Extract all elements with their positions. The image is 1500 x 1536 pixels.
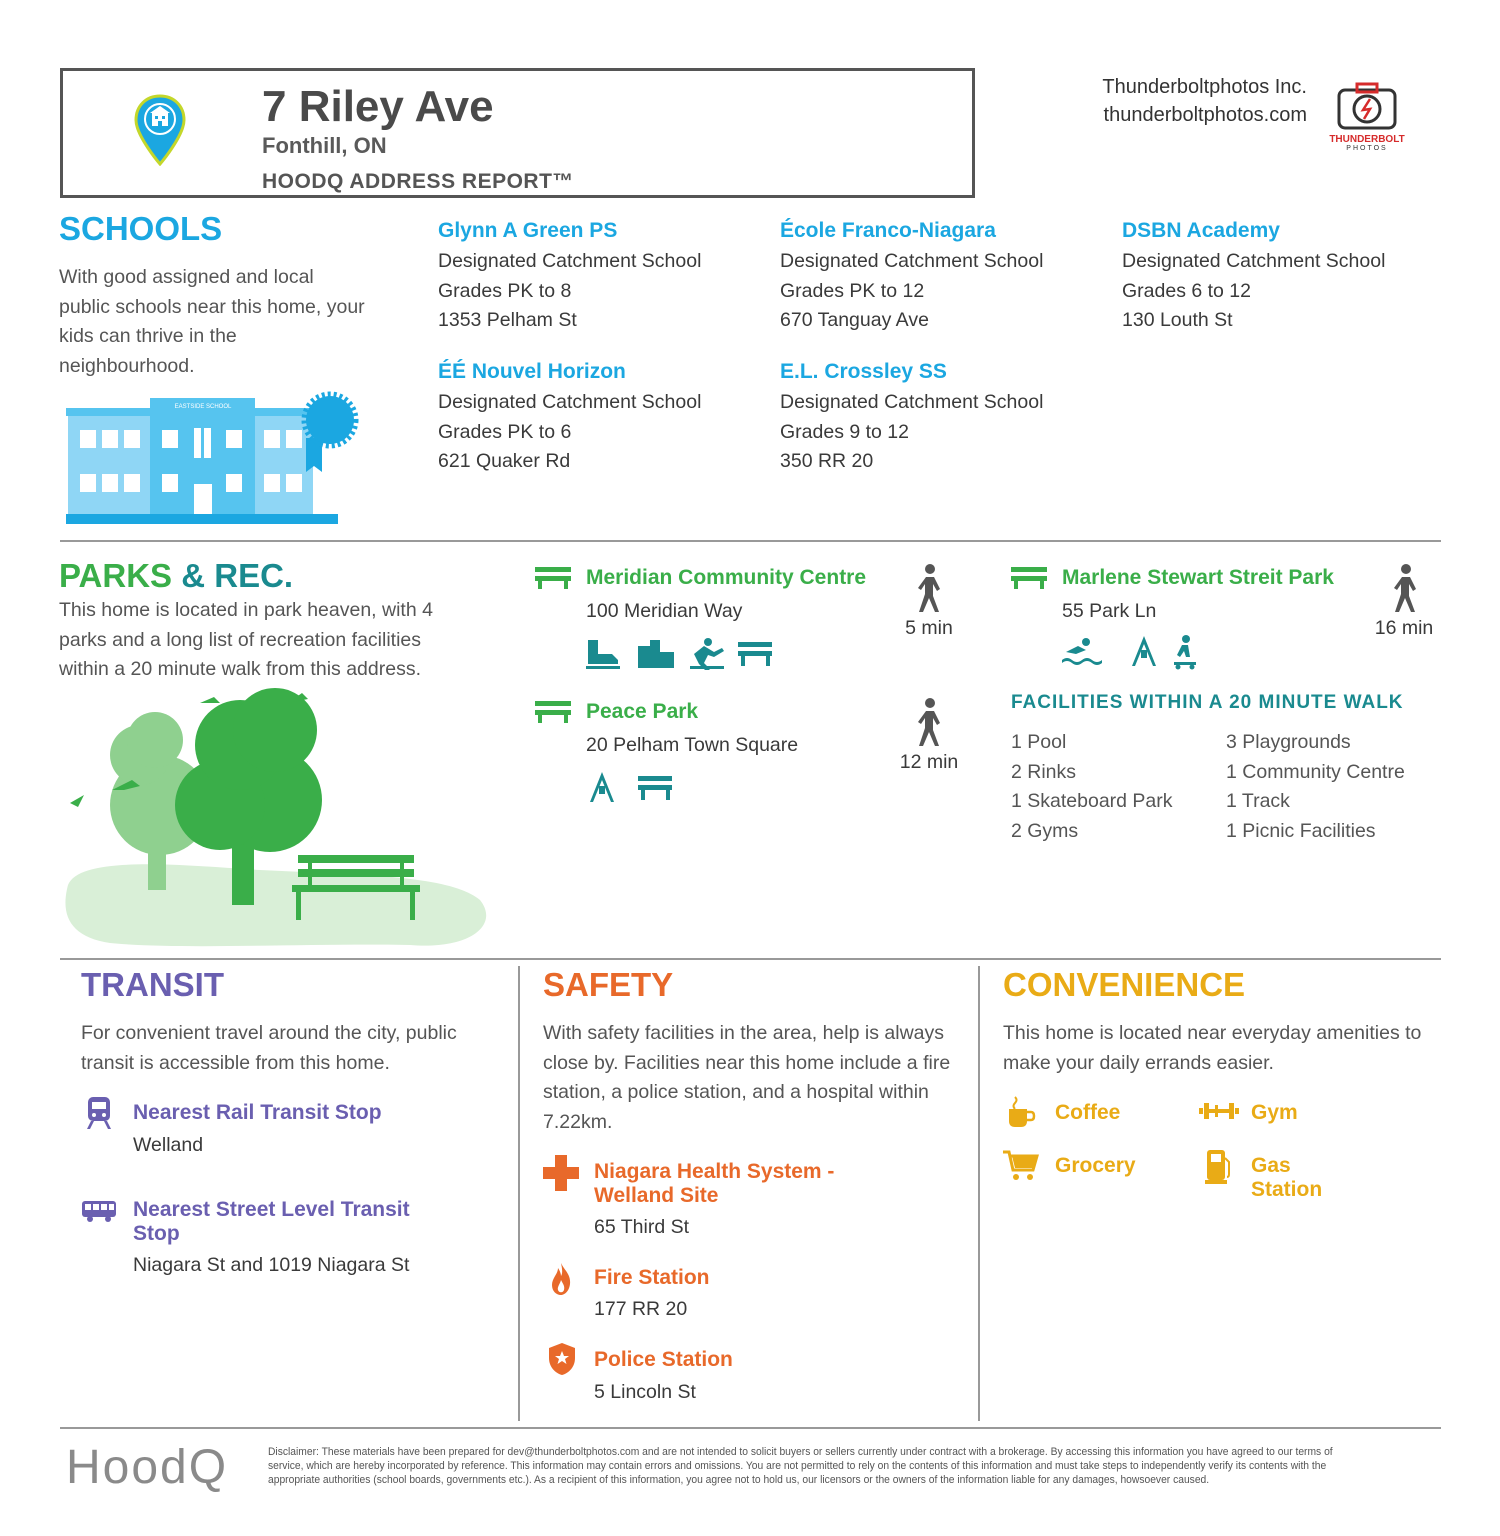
column-divider	[978, 966, 980, 1421]
school-address: 350 RR 20	[780, 450, 874, 472]
camera-logo-icon	[1337, 82, 1397, 130]
park-name[interactable]: Peace Park	[586, 700, 699, 723]
park-facility-icons	[586, 636, 776, 670]
park-address: 20 Pelham Town Square	[586, 734, 799, 756]
facility-item: 3 Playgrounds	[1226, 731, 1351, 753]
location-pin-icon	[134, 94, 186, 166]
school-grades: Grades 9 to 12	[780, 420, 909, 443]
school-address: 670 Tanguay Ave	[780, 309, 929, 331]
school-grades: Grades 6 to 12	[1122, 279, 1251, 302]
school-item[interactable]	[780, 360, 1100, 477]
facilities-title: FACILITIES WITHIN A 20 MINUTE WALK	[1011, 692, 1404, 713]
park-name[interactable]: Meridian Community Centre	[586, 566, 867, 589]
school-type: Designated Catchment School	[438, 250, 702, 272]
facility-item: 1 Track	[1226, 790, 1290, 812]
parks-title-b: & REC.	[181, 557, 294, 594]
bench-icon	[638, 776, 672, 781]
school-grades: Grades PK to 6	[438, 420, 572, 443]
street-transit-value: Niagara St and 1019 Niagara St	[133, 1254, 410, 1276]
school-name[interactable]: Glynn A Green PS	[438, 219, 618, 242]
disclaimer: Disclaimer: These materials have been prepared for dev@thunderboltphotos.com and are not intended to solicit buyers or sellers currently under contract with a brokerage. By accessing this information you have agreed to our terms of service, which are hereby incorporated by reference. This information may contain errors and omissions. You are not permitted to rely on the contents of this information and must take steps to independently verify its contents with the appropriate authorities (school boards, governments etc.). As a recipient of this information, you agree not to hold us, our licensors or the owners of the information liable for any damages, howsoever caused.	[268, 1446, 1333, 1486]
coffee-icon	[1006, 1095, 1036, 1129]
convenience-description: This home is located near everyday amenities to make your daily errands easier.	[1003, 1022, 1422, 1074]
rail-transit-label[interactable]: Nearest Rail Transit Stop	[133, 1101, 382, 1124]
gas-station-label[interactable]	[1251, 1154, 1322, 1202]
walk-time: 5 min	[905, 617, 953, 639]
facility-item: 2 Gyms	[1011, 819, 1079, 842]
brand-url[interactable]: thunderboltphotos.com	[1103, 104, 1307, 126]
grocery-label[interactable]: Grocery	[1055, 1154, 1136, 1177]
park-facility-icons	[1062, 634, 1202, 670]
school-building-illustration	[66, 388, 361, 528]
bus-icon	[82, 1199, 118, 1223]
school-item[interactable]	[780, 219, 1100, 336]
facilities-col-1	[1011, 728, 1173, 846]
schools-description: With good assigned and local public schools near this home, your kids can thrive in the neighbourhood.	[59, 266, 365, 377]
skate-icon	[588, 640, 618, 664]
park-name[interactable]: Marlene Stewart Streit Park	[1062, 566, 1334, 589]
brand-logo-subtext: PHOTOS	[1346, 145, 1388, 152]
school-item[interactable]	[438, 360, 758, 477]
school-grades: Grades PK to 12	[780, 279, 925, 302]
facility-item: 1 Pool	[1011, 731, 1067, 753]
convenience-title: CONVENIENCE	[1003, 966, 1246, 1003]
safety-title: SAFETY	[543, 966, 674, 1003]
fire-icon	[550, 1262, 572, 1296]
address-city: Fonthill, ON	[262, 133, 387, 158]
park-address: 100 Meridian Way	[586, 600, 743, 622]
hospital-name-line-1: Niagara Health System -	[594, 1160, 835, 1183]
divider	[60, 1427, 1441, 1429]
school-name[interactable]: ÉÉ Nouvel Horizon	[438, 360, 626, 383]
park-address: 55 Park Ln	[1062, 600, 1157, 622]
column-divider	[518, 966, 520, 1421]
school-name[interactable]: École Franco-Niagara	[780, 219, 996, 242]
school-type: Designated Catchment School	[780, 391, 1044, 413]
hospital-address: 65 Third St	[594, 1216, 690, 1238]
schools-title: SCHOOLS	[59, 210, 223, 247]
transit-description: For convenient travel around the city, public transit is accessible from this home.	[81, 1022, 457, 1074]
walk-time: 12 min	[899, 751, 959, 773]
street-transit-label-line-1: Nearest Street Level Transit	[133, 1198, 410, 1221]
street-transit-label[interactable]	[133, 1198, 410, 1246]
school-name[interactable]: DSBN Academy	[1122, 219, 1280, 242]
walking-person-icon	[912, 563, 946, 615]
skateboard-icon	[1182, 635, 1190, 643]
parks-description: This home is located in park heaven, with 4 parks and a long list of recreation facilities within a 20 minute walk from this address.	[59, 599, 433, 680]
facility-item: 1 Picnic Facilities	[1226, 819, 1376, 842]
school-name[interactable]: E.L. Crossley SS	[780, 360, 947, 383]
transit-title: TRANSIT	[81, 966, 224, 1003]
safety-description: With safety facilities in the area, help is always close by. Facilities near this home include a fire station, a police station, and a hospital within 7.22km.	[543, 1022, 951, 1133]
bench-icon	[535, 701, 571, 723]
school-address: 1353 Pelham St	[438, 309, 577, 331]
facilities-col-2	[1226, 728, 1405, 846]
track-icon	[704, 638, 712, 646]
hospital-name-line-2: Welland Site	[594, 1184, 719, 1207]
street-transit-label-line-2: Stop	[133, 1222, 180, 1245]
pool-icon	[1082, 638, 1090, 646]
school-item[interactable]	[438, 219, 758, 336]
hospital-name[interactable]	[594, 1160, 834, 1208]
parks-title	[59, 557, 293, 595]
school-type: Designated Catchment School	[780, 250, 1044, 272]
bench-icon	[1011, 567, 1047, 589]
page-title: 7 Riley Ave	[262, 82, 494, 131]
gym-label[interactable]: Gym	[1251, 1101, 1298, 1124]
facility-item: 1 Skateboard Park	[1011, 790, 1173, 812]
gym-icon	[1199, 1100, 1239, 1122]
police-station-name[interactable]: Police Station	[594, 1348, 733, 1371]
school-sign: EASTSIDE SCHOOL	[174, 404, 232, 410]
gas-station-icon	[1205, 1148, 1231, 1184]
hospital-cross-icon	[543, 1155, 579, 1191]
police-station-address: 5 Lincoln St	[594, 1381, 696, 1403]
building-icon	[638, 646, 650, 668]
school-type: Designated Catchment School	[1122, 250, 1386, 272]
brand-logo-text: THUNDERBOLT	[1329, 134, 1405, 145]
coffee-label[interactable]: Coffee	[1055, 1101, 1121, 1124]
school-address: 621 Quaker Rd	[438, 450, 571, 472]
walk-time: 16 min	[1374, 617, 1434, 639]
brand-name: Thunderboltphotos Inc.	[1102, 76, 1307, 98]
police-shield-icon	[548, 1342, 576, 1376]
bench-icon	[535, 567, 571, 589]
school-grades: Grades PK to 8	[438, 279, 572, 302]
school-address: 130 Louth St	[1122, 309, 1233, 331]
park-illustration	[60, 675, 490, 950]
walking-person-icon	[912, 697, 946, 749]
school-type: Designated Catchment School	[438, 391, 702, 413]
park-facility-icons	[586, 770, 686, 804]
fire-station-name[interactable]: Fire Station	[594, 1266, 710, 1289]
report-label: HOODQ ADDRESS REPORT™	[262, 170, 574, 193]
walking-person-icon	[1388, 563, 1422, 615]
gas-station-label-line-2: Station	[1251, 1178, 1323, 1201]
grocery-cart-icon	[1003, 1150, 1039, 1182]
school-item[interactable]	[1122, 219, 1442, 336]
rail-transit-value: Welland	[133, 1134, 204, 1156]
hoodq-logo: HoodQ	[66, 1441, 229, 1494]
bench-icon	[738, 642, 772, 647]
divider	[60, 540, 1441, 542]
parks-title-a: PARKS	[59, 557, 173, 594]
facility-item: 1 Community Centre	[1226, 760, 1405, 783]
gas-station-label-line-1: Gas	[1251, 1154, 1291, 1177]
fire-station-address: 177 RR 20	[594, 1298, 688, 1320]
divider	[60, 958, 1441, 960]
facility-item: 2 Rinks	[1011, 760, 1077, 783]
train-icon	[86, 1096, 112, 1130]
